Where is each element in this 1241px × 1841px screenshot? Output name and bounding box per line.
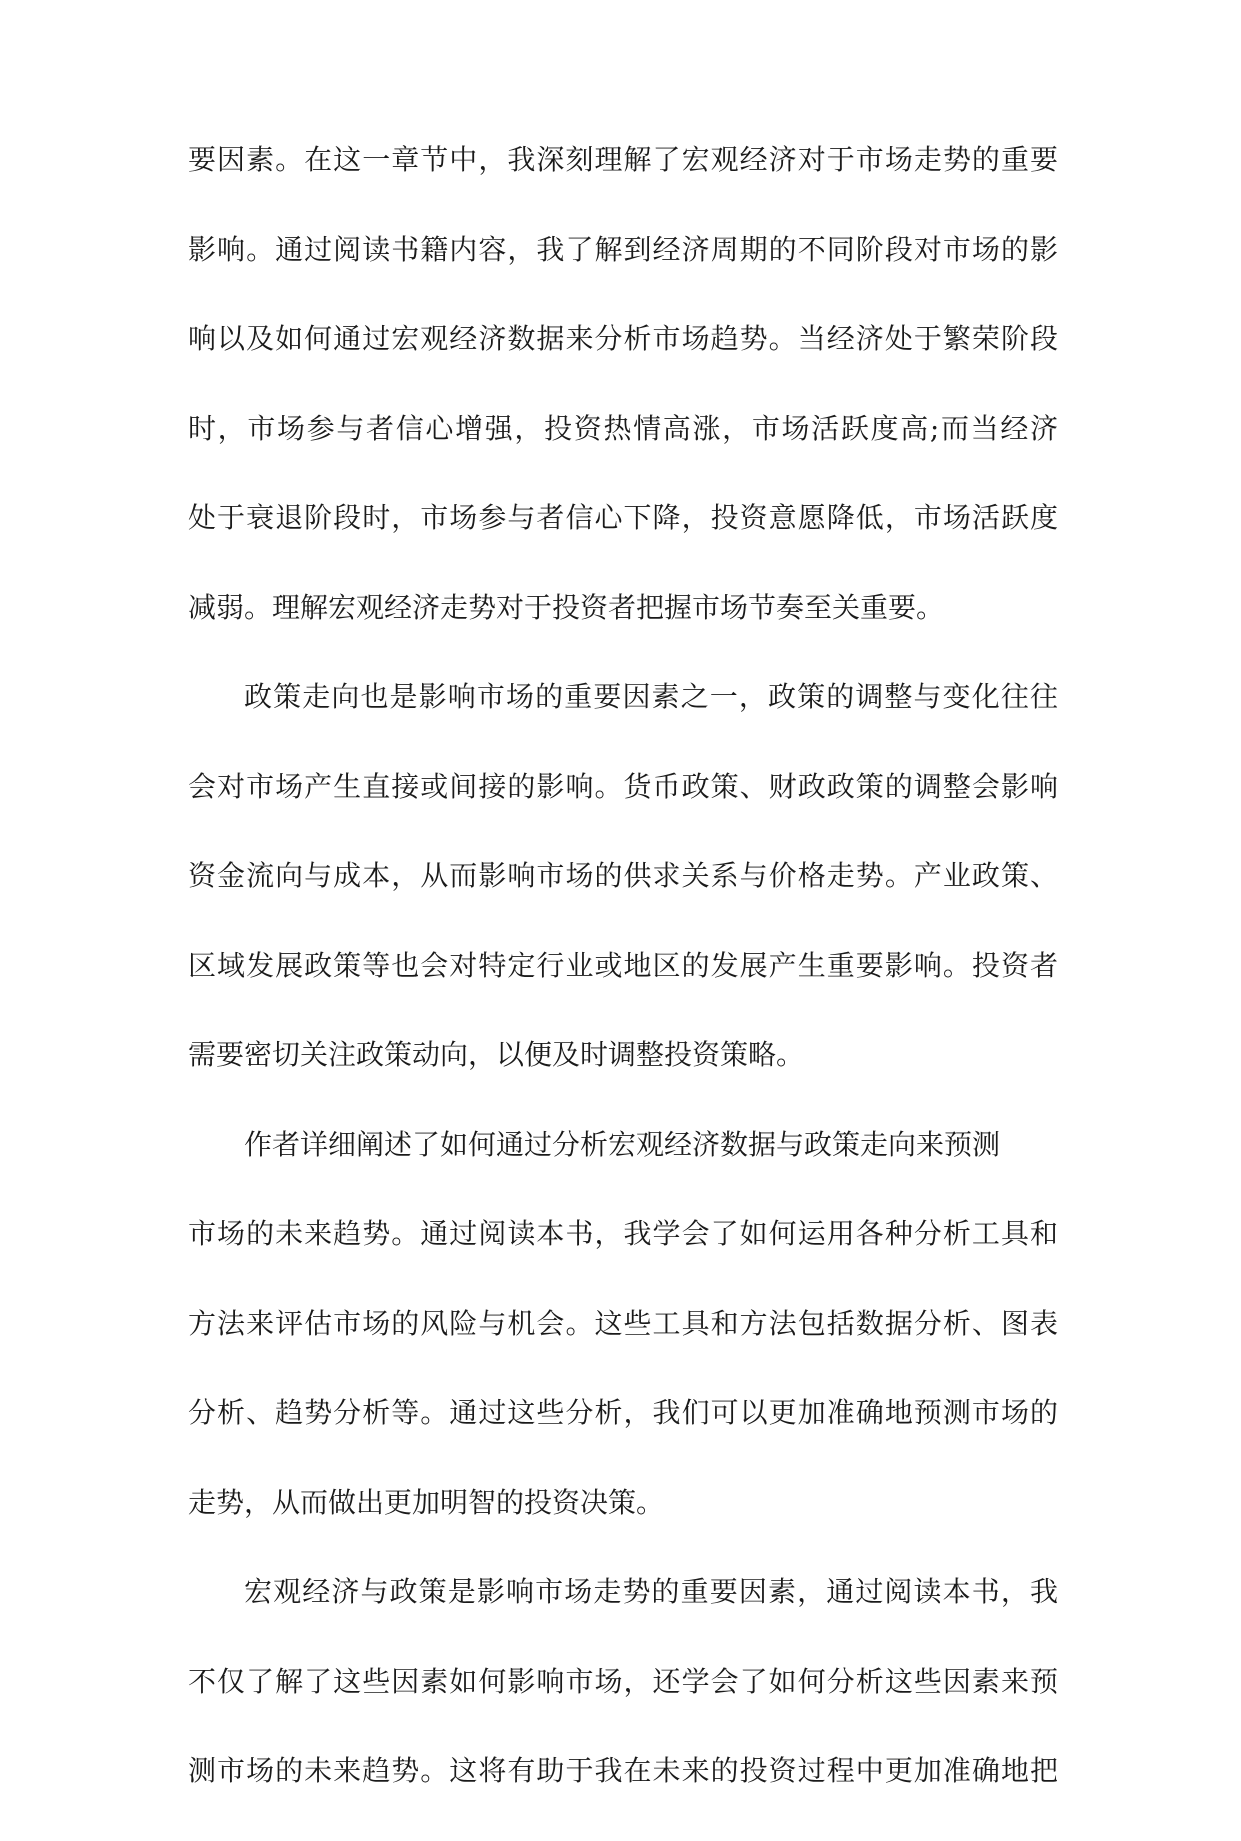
text-line: 时，市场参与者信心增强，投资热情高涨，市场活跃度高;而当经济 bbox=[188, 411, 1058, 445]
text-line: 不仅了解了这些因素如何影响市场，还学会了如何分析这些因素来预 bbox=[188, 1664, 1058, 1698]
text-line: 区域发展政策等也会对特定行业或地区的发展产生重要影响。投资者 bbox=[188, 948, 1058, 982]
text-line: 响以及如何通过宏观经济数据来分析市场趋势。当经济处于繁荣阶段 bbox=[188, 322, 1058, 355]
paragraph-4 bbox=[188, 1572, 1058, 1841]
text-line: 市场的未来趋势。通过阅读本书，我学会了如何运用各种分析工具和 bbox=[188, 1217, 1058, 1250]
text-line: 宏观经济与政策是影响市场走势的重要因素，通过阅读本书，我 bbox=[244, 1575, 1058, 1608]
text-line: 分析、趋势分析等。通过这些分析，我们可以更加准确地预测市场的 bbox=[188, 1396, 1058, 1429]
text-line: 减弱。理解宏观经济走势对于投资者把握市场节奏至关重要。 bbox=[188, 590, 945, 624]
text-line: 会对市场产生直接或间接的影响。货币政策、财政政策的调整会影响 bbox=[188, 769, 1058, 803]
text-line: 资金流向与成本，从而影响市场的供求关系与价格走势。产业政策、 bbox=[188, 859, 1058, 892]
text-line: 要因素。在这一章节中，我深刻理解了宏观经济对于市场走势的重要 bbox=[188, 143, 1058, 176]
paragraph-1 bbox=[188, 140, 1058, 677]
text-line: 走势，从而做出更加明智的投资决策。 bbox=[188, 1485, 665, 1519]
text-line: 方法来评估市场的风险与机会。这些工具和方法包括数据分析、图表 bbox=[188, 1306, 1058, 1340]
text-line: 影响。通过阅读书籍内容，我了解到经济周期的不同阶段对市场的影 bbox=[188, 232, 1058, 266]
text-line: 测市场的未来趋势。这将有助于我在未来的投资过程中更加准确地把 bbox=[188, 1754, 1058, 1787]
text-line: 作者详细阐述了如何通过分析宏观经济数据与政策走向来预测 bbox=[244, 1127, 1001, 1161]
text-line: 政策走向也是影响市场的重要因素之一，政策的调整与变化往往 bbox=[244, 680, 1058, 713]
text-line: 处于衰退阶段时，市场参与者信心下降，投资意愿降低，市场活跃度 bbox=[188, 501, 1058, 534]
body-text bbox=[188, 140, 1058, 1841]
paragraph-3 bbox=[188, 1125, 1058, 1573]
paragraph-2 bbox=[188, 677, 1058, 1125]
text-line: 需要密切关注政策动向，以便及时调整投资策略。 bbox=[188, 1038, 805, 1071]
